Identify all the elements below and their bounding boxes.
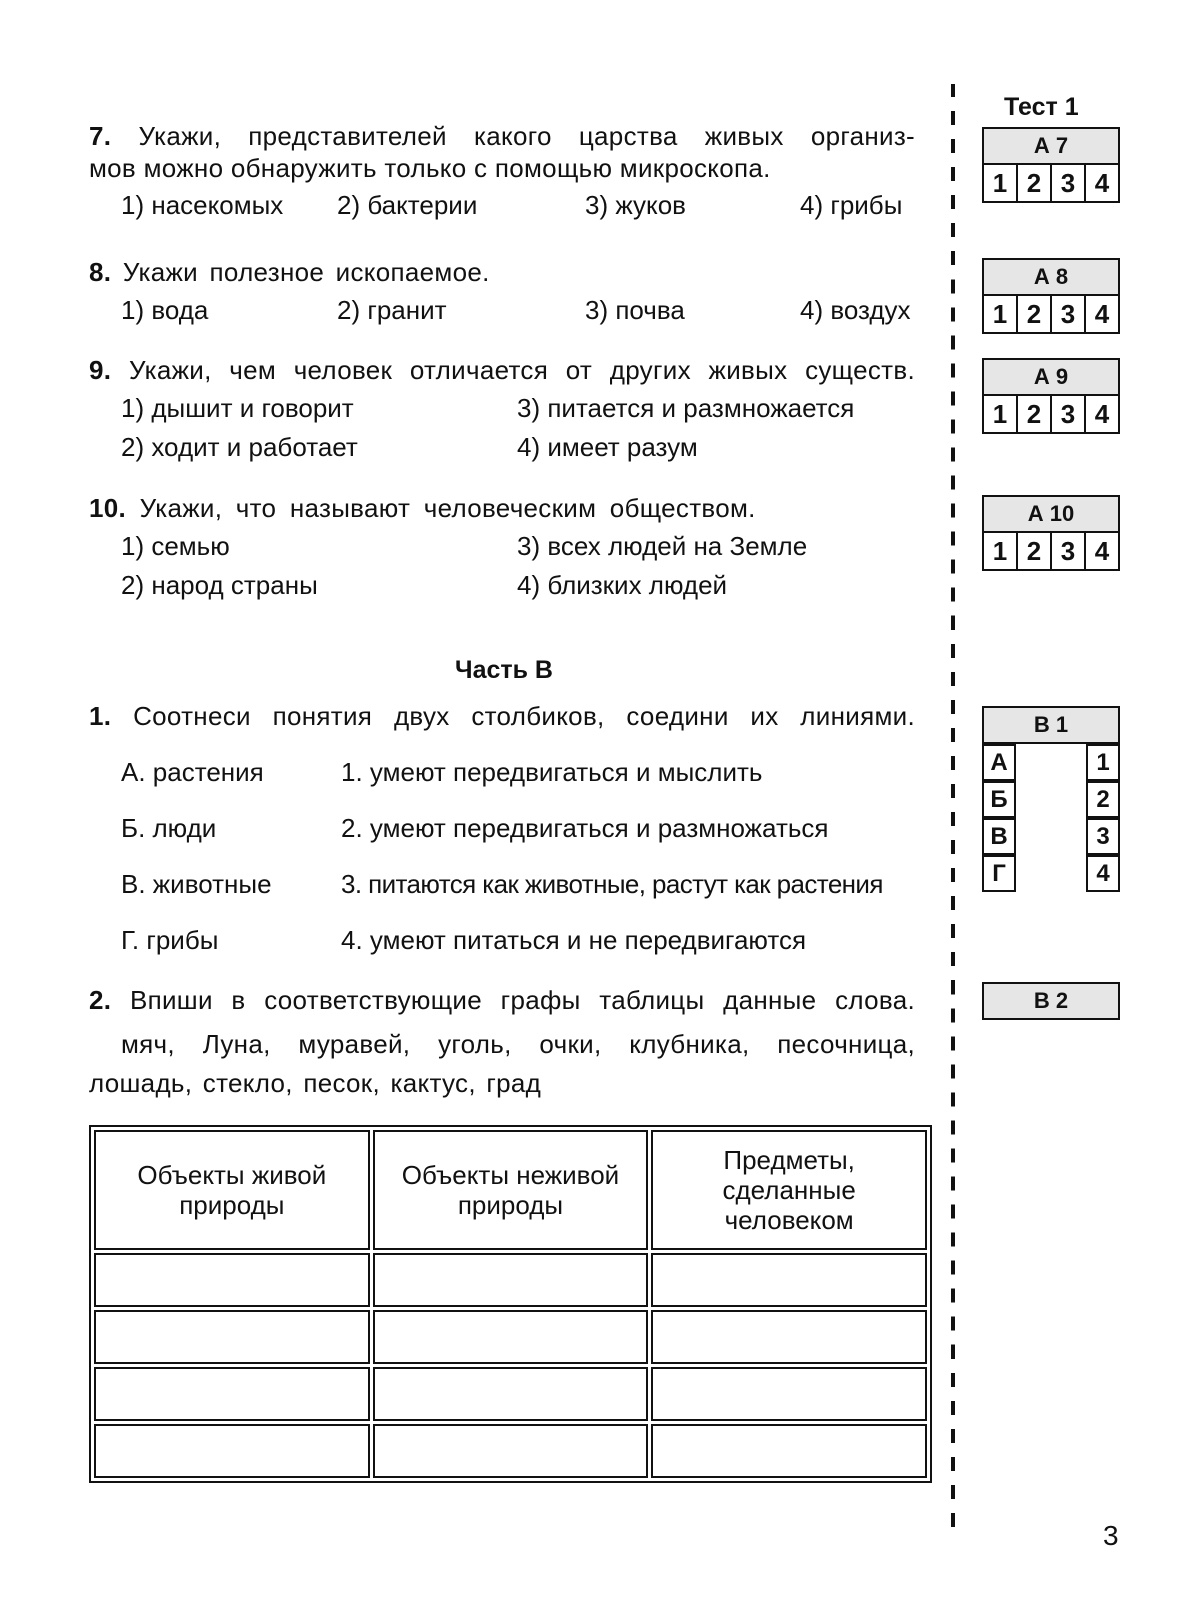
b1-number-1[interactable]: 1 [1086, 744, 1120, 781]
question-number: 2. [89, 985, 112, 1015]
table-cell[interactable] [94, 1424, 370, 1478]
answer-option-1[interactable]: 1 [984, 533, 1018, 569]
q9-option-3[interactable]: 3) питается и размножается [517, 393, 855, 423]
q8-option-4[interactable]: 4) воздух [800, 295, 911, 325]
word-list-line-2: лошадь, стекло, песок, кактус, град [89, 1068, 542, 1098]
answer-box-a8 [982, 296, 1120, 334]
question-number: 1. [89, 701, 112, 731]
answer-option-3[interactable]: 3 [1052, 296, 1086, 332]
match-left-v: В. животные [121, 869, 272, 899]
question-7-continued: мов можно обнаружить только с помощью микроскопа. [89, 153, 771, 183]
word-list-line-1: мяч, Луна, муравей, уголь, очки, клубника, песочница, [121, 1029, 915, 1059]
b1-letter-a[interactable]: А [982, 744, 1016, 781]
question-text: Укажи полезное ископаемое. [122, 257, 490, 287]
page-number: 3 [1103, 1520, 1119, 1551]
answer-box-b1-label: В 1 [982, 706, 1120, 744]
match-right-2: 2. умеют передвигаться и размножаться [341, 813, 829, 843]
match-left-g: Г. грибы [121, 925, 219, 955]
q8-option-2[interactable]: 2) гранит [337, 295, 447, 325]
match-left-b: Б. люди [121, 813, 217, 843]
answer-box-a10-label: А 10 [982, 495, 1120, 533]
answer-box-a10 [982, 533, 1120, 571]
answer-option-2[interactable]: 2 [1018, 296, 1052, 332]
match-left-a: А. растения [121, 757, 264, 787]
answer-option-3[interactable]: 3 [1052, 533, 1086, 569]
b1-letter-g[interactable]: Г [982, 855, 1016, 892]
b1-number-4[interactable]: 4 [1086, 855, 1120, 892]
match-right-3: 3. питаются как животные, растут как растения [341, 869, 883, 899]
test-title: Тест 1 [1004, 93, 1079, 121]
answer-option-2[interactable]: 2 [1018, 396, 1052, 432]
table-cell[interactable] [651, 1310, 927, 1364]
b1-number-3[interactable]: 3 [1086, 818, 1120, 855]
table-cell[interactable] [373, 1367, 649, 1421]
b1-letter-b[interactable]: Б [982, 781, 1016, 818]
match-right-1: 1. умеют передвигаться и мыслить [341, 757, 763, 787]
part-b-question-2 [89, 984, 915, 1016]
question-text: Укажи, что называют человеческим обществом. [139, 493, 756, 523]
question-10 [89, 492, 756, 524]
table-cell[interactable] [373, 1310, 649, 1364]
table-cell[interactable] [94, 1367, 370, 1421]
q10-option-4[interactable]: 4) близких людей [517, 570, 728, 600]
answer-option-1[interactable]: 1 [984, 396, 1018, 432]
answer-box-a8-label: А 8 [982, 258, 1120, 296]
answer-option-4[interactable]: 4 [1094, 536, 1110, 566]
b1-number-2[interactable]: 2 [1086, 781, 1120, 818]
b1-letter-v[interactable]: В [982, 818, 1016, 855]
q9-option-4[interactable]: 4) имеет разум [517, 432, 698, 462]
question-text: Впиши в соответствующие графы таблицы данные слова. [129, 985, 915, 1015]
answer-option-2[interactable]: 2 [1018, 533, 1052, 569]
q8-option-1[interactable]: 1) вода [121, 295, 209, 325]
table-header-manmade: Предметы, сделанные человеком [651, 1130, 927, 1250]
match-right-4: 4. умеют питаться и не передвигаются [341, 925, 807, 955]
question-number: 7. [89, 121, 112, 151]
q10-option-2[interactable]: 2) народ страны [121, 570, 318, 600]
answer-option-4[interactable]: 4 [1094, 299, 1110, 329]
question-text: Укажи, чем человек отличается от других живых существ. [128, 355, 915, 385]
table-header-nonliving: Объекты неживой природы [373, 1130, 649, 1250]
question-9 [89, 354, 915, 386]
q10-option-3[interactable]: 3) всех людей на Земле [517, 531, 808, 561]
answer-option-3[interactable]: 3 [1052, 396, 1086, 432]
question-8 [89, 256, 490, 288]
answer-option-4[interactable]: 4 [1094, 399, 1110, 429]
answer-box-a7 [982, 165, 1120, 203]
q9-option-2[interactable]: 2) ходит и работает [121, 432, 358, 462]
q7-option-2[interactable]: 2) бактерии [337, 190, 478, 220]
classification-table [89, 1125, 932, 1483]
q7-option-1[interactable]: 1) насекомых [121, 190, 284, 220]
dashed-cut-line [951, 84, 955, 1539]
question-7 [89, 120, 915, 152]
answer-box-a7-label: А 7 [982, 127, 1120, 165]
table-cell[interactable] [373, 1253, 649, 1307]
answer-box-b2-label: В 2 [982, 982, 1120, 1020]
question-text: Укажи, представителей какого царства живых организ- [138, 121, 916, 151]
answer-option-1[interactable]: 1 [984, 296, 1018, 332]
part-b-question-1 [89, 700, 915, 732]
table-cell[interactable] [94, 1253, 370, 1307]
answer-option-3[interactable]: 3 [1052, 165, 1086, 201]
table-cell[interactable] [373, 1424, 649, 1478]
answer-option-4[interactable]: 4 [1094, 168, 1110, 198]
table-cell[interactable] [651, 1253, 927, 1307]
q7-option-3[interactable]: 3) жуков [585, 190, 686, 220]
answer-box-a9-label: А 9 [982, 358, 1120, 396]
answer-box-a9 [982, 396, 1120, 434]
question-number: 10. [89, 493, 127, 523]
question-number: 9. [89, 355, 112, 385]
q9-option-1[interactable]: 1) дышит и говорит [121, 393, 354, 423]
part-b-title: Часть В [455, 656, 553, 684]
question-text: Соотнеси понятия двух столбиков, соедини их линиями. [133, 701, 915, 731]
q8-option-3[interactable]: 3) почва [585, 295, 685, 325]
answer-option-1[interactable]: 1 [984, 165, 1018, 201]
table-cell[interactable] [94, 1310, 370, 1364]
answer-option-2[interactable]: 2 [1018, 165, 1052, 201]
question-number: 8. [89, 257, 112, 287]
q10-option-1[interactable]: 1) семью [121, 531, 230, 561]
table-cell[interactable] [651, 1367, 927, 1421]
table-header-living: Объекты живой природы [94, 1130, 370, 1250]
q7-option-4[interactable]: 4) грибы [800, 190, 903, 220]
table-cell[interactable] [651, 1424, 927, 1478]
